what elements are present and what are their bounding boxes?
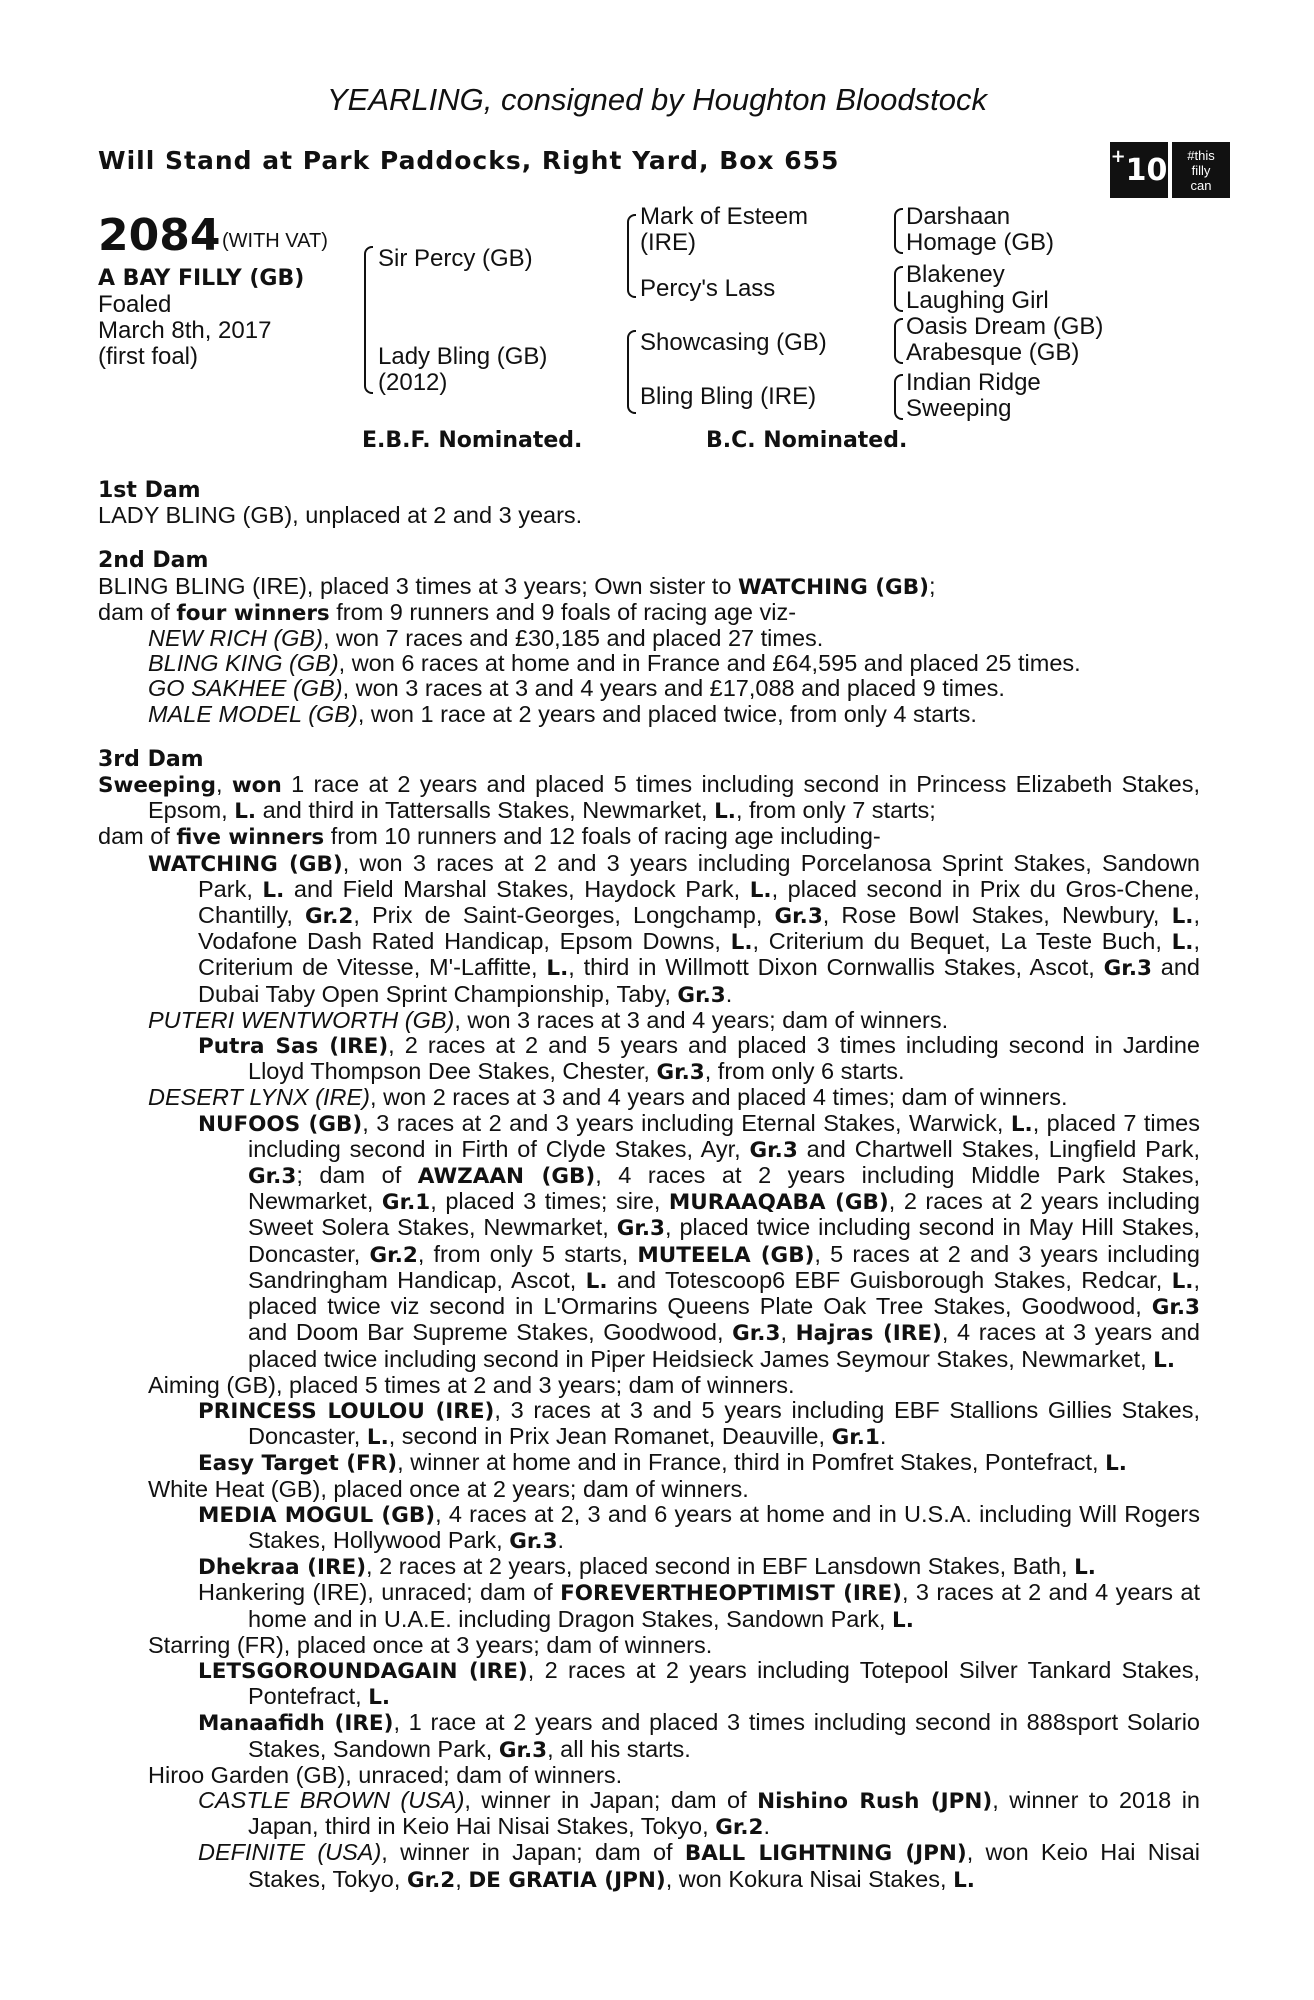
- list-item: CASTLE BROWN (USA), winner in Japan; dam of Nishino Rush (JPN), winner to 2018 in Japan, third in Keio Hai Nisai Stakes, Tokyo, Gr.2.: [198, 1786, 1200, 1841]
- list-item: MEDIA MOGUL (GB), 4 races at 2, 3 and 6 years at home and in U.S.A. including Will Rogers Stakes, Hollywood Park, Gr.3.: [198, 1500, 1201, 1554]
- sire: Sir Percy (GB): [378, 245, 533, 272]
- dam-dam: Bling Bling (IRE): [640, 383, 817, 410]
- second-dam-produce-summary: dam of four winners from 9 runners and 9 foals of racing age viz-: [98, 598, 797, 626]
- first-dam-text: LADY BLING (GB), unplaced at 2 and 3 years.: [98, 502, 583, 529]
- consignment-header: YEARLING, consigned by Houghton Bloodstock: [327, 82, 987, 117]
- second-dam-heading: 2nd Dam: [98, 548, 209, 574]
- list-item: GO SAKHEE (GB), won 3 races at 3 and 4 years and £17,088 and placed 9 times.: [148, 675, 1005, 702]
- catalogue-text: [98, 478, 1200, 1893]
- second-dam-line: BLING BLING (IRE), placed 3 times at 3 years; Own sister to WATCHING (GB);: [98, 572, 936, 600]
- list-item: PRINCESS LOULOU (IRE), 3 races at 3 and 5 years including EBF Stallions Gillies Stakes, Doncaster, L., second in Prix Jean Romanet, Deauville, Gr.1.: [198, 1396, 1200, 1451]
- ebf-nomination: E.B.F. Nominated.: [362, 428, 583, 453]
- list-item: Hiroo Garden (GB), unraced; dam of winners.: [148, 1761, 623, 1788]
- list-item: Easy Target (FR), winner at home and in France, third in Pomfret Stakes, Pontefract, L.: [198, 1449, 1127, 1477]
- stand-location: Will Stand at Park Paddocks, Right Yard, Box 655: [98, 146, 840, 175]
- list-item: NEW RICH (GB), won 7 races and £30,185 and placed 27 times.: [148, 625, 824, 652]
- list-item: PUTERI WENTWORTH (GB), won 3 races at 3 and 4 years; dam of winners.: [148, 1006, 949, 1033]
- list-item: DEFINITE (USA), winner in Japan; dam of BALL LIGHTNING (JPN), won Keio Hai Nisai Stakes, Tokyo, Gr.2, DE GRATIA (JPN), won Kokura Nisai Stakes, L.: [198, 1839, 1200, 1893]
- list-item: Starring (FR), placed once at 3 years; dam of winners.: [148, 1631, 713, 1658]
- sire-dam-sire: Blakeney: [906, 261, 1005, 288]
- list-item: Aiming (GB), placed 5 times at 2 and 3 years; dam of winners.: [148, 1371, 795, 1398]
- sire-dam: Percy's Lass: [640, 275, 776, 302]
- foaling-info: Foaled March 8th, 2017 (first foal): [98, 291, 272, 370]
- vat-note: (WITH VAT): [222, 230, 328, 252]
- list-item: Hankering (IRE), unraced; dam of FOREVERTHEOPTIMIST (IRE), 3 races at 2 and 4 years at home and in U.A.E. including Dragon Stakes, Sandown Park, L.: [198, 1579, 1200, 1633]
- sire-dam-dam: Laughing Girl: [906, 287, 1049, 314]
- list-item: LETSGOROUNDAGAIN (IRE), 2 races at 2 years including Totepool Silver Tankard Stakes, Pontefract, L.: [198, 1656, 1200, 1711]
- dam-sire-dam: Arabesque (GB): [906, 339, 1080, 366]
- list-item: NUFOOS (GB), 3 races at 2 and 3 years including Eternal Stakes, Warwick, L., placed 7 times including second in Firth of Clyde Stakes, Ayr, Gr.3 and Chartwell Stakes, Lingfield Park, Gr.3; dam of AWZAAN (GB), 4 races at 2 years including Middle Park Stakes, Newmarket, Gr.1, placed 3 times; sire, MURAAQABA (GB), 2 races at 2 years including Sweet Solera Stakes, Newmarket, Gr.3, placed twice including second in May Hill Stakes, Doncaster, Gr.2, from only 5 starts, MUTEELA (GB), 5 races at 2 and 3 years including Sandringham Handicap, Ascot, L. and Totescoop6 EBF Guisborough Stakes, Redcar, L., placed twice viz second in L'Ormarins Queens Plate Oak Tree Stakes, Goodwood, Gr.3 and Doom Bar Supreme Stakes, Goodwood, Gr.3, Hajras (IRE), 4 races at 3 years and placed twice including second in Piper Heidsieck James Seymour Stakes, Newmarket, L.: [198, 1109, 1201, 1373]
- dam: Lady Bling (GB) (2012): [378, 343, 548, 396]
- this-filly-can-badge: [1110, 142, 1230, 198]
- bc-nomination: B.C. Nominated.: [706, 428, 908, 453]
- dam-sire: Showcasing (GB): [640, 329, 827, 356]
- list-item: Dhekraa (IRE), 2 races at 2 years, placed second in EBF Lansdown Stakes, Bath, L.: [198, 1553, 1096, 1581]
- third-dam-produce-summary: dam of five winners from 10 runners and 12 foals of racing age including-: [98, 823, 881, 851]
- horse-name: A BAY FILLY (GB): [98, 266, 305, 291]
- sire-sire-sire: Darshaan: [906, 203, 1011, 230]
- dam-dam-dam: Sweeping: [906, 395, 1012, 422]
- dam-sire-sire: Oasis Dream (GB): [906, 313, 1104, 340]
- sire-sire-dam: Homage (GB): [906, 229, 1055, 256]
- dam-dam-sire: Indian Ridge: [906, 369, 1041, 396]
- third-dam-heading: 3rd Dam: [98, 746, 204, 772]
- list-item: Manaafidh (IRE), 1 race at 2 years and placed 3 times including second in 888sport Solario Stakes, Sandown Park, Gr.3, all his starts.: [198, 1709, 1200, 1763]
- hashtag-logo: #this filly can: [1172, 142, 1230, 198]
- list-item: BLING KING (GB), won 6 races at home and in France and £64,595 and placed 25 times.: [148, 650, 1081, 677]
- list-item: Putra Sas (IRE), 2 races at 2 and 5 years and placed 3 times including second in Jardine Lloyd Thompson Dee Stakes, Chester, Gr.3, from only 6 starts.: [198, 1032, 1200, 1086]
- third-dam-line: Sweeping, won 1 race at 2 years and placed 5 times including second in Princess Elizabeth Stakes, Epsom, L. and third in Tattersalls Stakes, Newmarket, L., from only 7 starts;: [98, 771, 1200, 825]
- sire-sire: Mark of Esteem (IRE): [640, 203, 809, 256]
- list-item: White Heat (GB), placed once at 2 years; dam of winners.: [148, 1475, 749, 1502]
- list-item: MALE MODEL (GB), won 1 race at 2 years and placed twice, from only 4 starts.: [148, 700, 977, 727]
- list-item: DESERT LYNX (IRE), won 2 races at 3 and 4 years and placed 4 times; dam of winners.: [148, 1084, 1068, 1111]
- first-dam-heading: 1st Dam: [98, 478, 201, 503]
- list-item: WATCHING (GB), won 3 races at 2 and 3 years including Porcelanosa Sprint Stakes, Sandown Park, L. and Field Marshal Stakes, Haydock Park, L., placed second in Prix du Gros-Chene, Chantilly, Gr.2, Prix de Saint-Georges, Longchamp, Gr.3, Rose Bowl Stakes, Newbury, L., Vodafone Dash Rated Handicap, Epsom Downs, L., Criterium du Bequet, La Teste Buch, L., Criterium de Vitesse, M'-Laffitte, L., third in Willmott Dixon Cornwallis Stakes, Ascot, Gr.3 and Dubai Taby Open Sprint Championship, Taby, Gr.3.: [148, 849, 1201, 1008]
- plus-10-icon: + 10: [1110, 142, 1168, 198]
- lot-number: 2084: [98, 210, 221, 261]
